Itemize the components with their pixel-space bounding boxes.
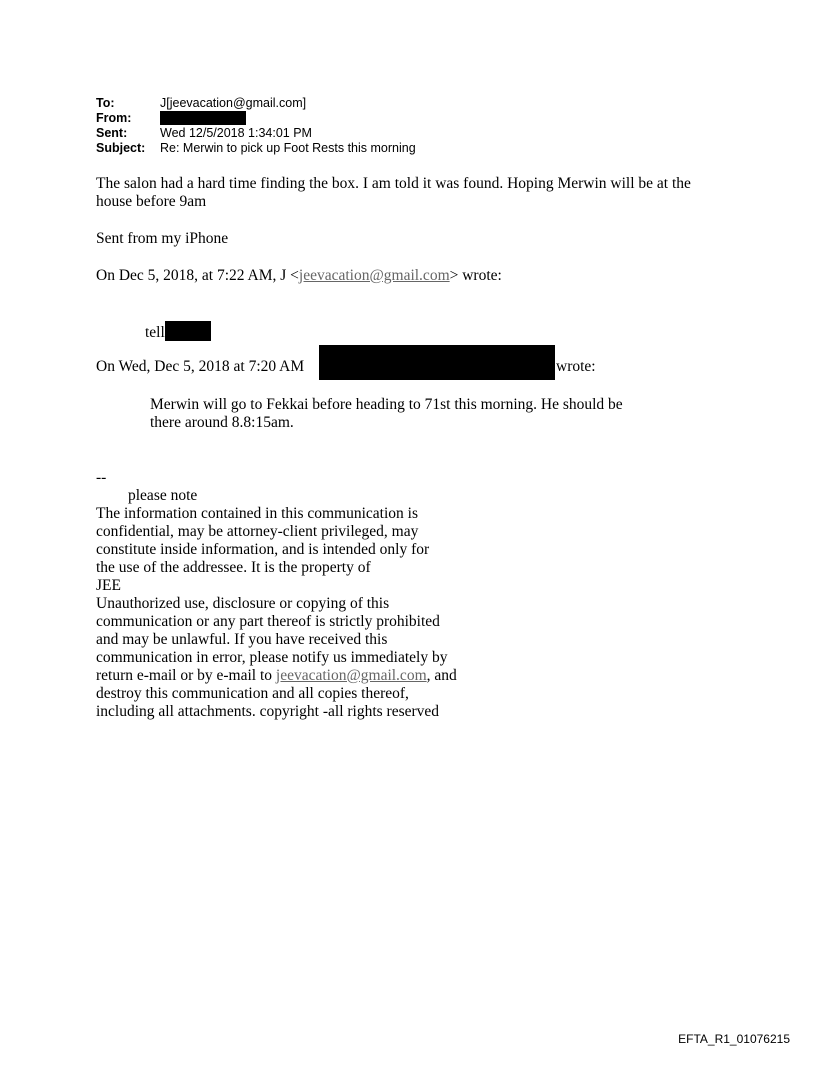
disclaimer-line: destroy this communication and all copies thereof, — [96, 685, 409, 702]
disclaimer-dashes: -- — [96, 469, 107, 486]
sent-label: Sent: — [96, 126, 128, 140]
redaction-box — [165, 321, 211, 341]
disclaimer-line: communication or any part thereof is strictly prohibited — [96, 613, 440, 630]
redaction-box — [319, 345, 555, 380]
return-suffix: , and — [426, 667, 457, 684]
quoted-line: there around 8.8:15am. — [150, 414, 294, 431]
disclaimer-line: The information contained in this communication is — [96, 505, 418, 522]
quoted-line: Merwin will go to Fekkai before heading to 71st this morning. He should be — [150, 396, 623, 413]
quote2-suffix-text: wrote: — [556, 358, 596, 375]
quote1-prefix: On Dec 5, 2018, at 7:22 AM, J < — [96, 267, 299, 284]
disclaimer-line: and may be unlawful. If you have received this — [96, 631, 388, 648]
quote-header-1 — [96, 267, 502, 285]
to-value: J[jeevacation@gmail.com] — [160, 96, 307, 110]
to-label: To: — [96, 96, 115, 110]
disclaimer-line: the use of the addressee. It is the property of — [96, 559, 371, 576]
quote-header-2 — [96, 358, 304, 376]
disclaimer-please-note: please note — [128, 487, 198, 504]
quote1-email-link[interactable]: jeevacation@gmail.com — [298, 267, 450, 284]
disclaimer-return-line — [96, 667, 457, 685]
disclaimer-block — [96, 505, 457, 721]
disclaimer-line: JEE — [96, 577, 121, 594]
disclaimer-email-link[interactable]: jeevacation@gmail.com — [275, 667, 427, 684]
message-line: The salon had a hard time finding the box. I am told it was found. Hoping Merwin will be at the — [96, 175, 691, 192]
disclaimer-line: constitute inside information, and is intended only for — [96, 541, 430, 558]
message-line: house before 9am — [96, 193, 207, 210]
redaction-box — [160, 111, 246, 125]
signature-text: Sent from my iPhone — [96, 230, 229, 247]
disclaimer-line: communication in error, please notify us immediately by — [96, 649, 448, 666]
quote2-suffix — [556, 358, 596, 376]
disclaimer-line: confidential, may be attorney-client privileged, may — [96, 523, 419, 540]
quote2-prefix: On Wed, Dec 5, 2018 at 7:20 AM — [96, 358, 305, 375]
quote1-suffix: > wrote: — [449, 267, 502, 284]
subject-label: Subject: — [96, 141, 146, 155]
return-prefix: return e-mail or by e-mail to — [96, 667, 276, 684]
quoted-message — [150, 396, 623, 432]
from-label: From: — [96, 111, 132, 125]
message-paragraph — [96, 175, 691, 211]
from-value-redacted — [160, 111, 246, 127]
tell-line — [145, 321, 211, 342]
tell-text: tell — [145, 324, 165, 341]
disclaimer-line: including all attachments. copyright -all rights reserved — [96, 703, 440, 720]
document-id: EFTA_R1_01076215 — [678, 1032, 790, 1046]
subject-value: Re: Merwin to pick up Foot Rests this morning — [160, 141, 416, 155]
disclaimer-line: Unauthorized use, disclosure or copying of this — [96, 595, 390, 612]
sent-value: Wed 12/5/2018 1:34:01 PM — [160, 126, 312, 140]
